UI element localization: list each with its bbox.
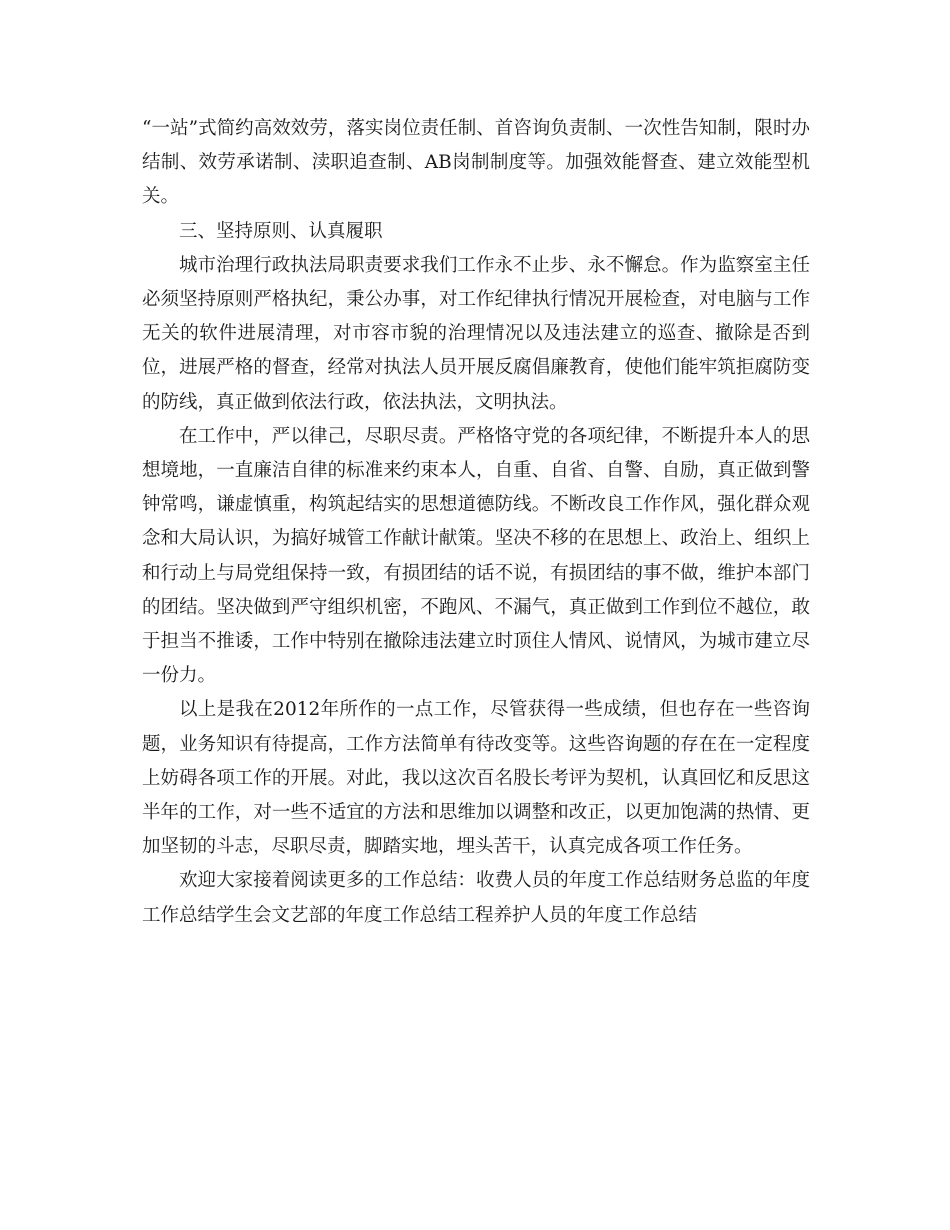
paragraph-self-discipline: 在工作中，严以律己，尽职尽责。严格恪守党的各项纪律，不断提升本人的思想境地，一直廉洁自律的标准来约束本人，自重、自省、自警、自励，真正做到警钟常鸣，谦虚慎重，构筑起结实的思想道德防线。不断改良工作作风，强化群众观念和大局认识，为搞好城管工作献计献策。坚决不移的在思想上、政治上、组织上和行动上与局党组保持一致，有损团结的话不说，有损团结的事不做，维护本部门的团结。坚决做到严守组织机密，不跑风、不漏气，真正做到工作到位不越位，敢于担当不推诿，工作中特别在撤除违法建立时顶住人情风、说情风，为城市建立尽一份力。	[142, 425, 810, 687]
document-body	[142, 112, 810, 933]
paragraph-more-reading: 欢迎大家接着阅读更多的工作总结：收费人员的年度工作总结财务总监的年度工作总结学生会文艺部的年度工作总结工程养护人员的年度工作总结	[142, 870, 810, 926]
paragraph-duties: 城市治理行政执法局职责要求我们工作永不止步、永不懈怠。作为监察室主任必须坚持原则严格执纪，秉公办事，对工作纪律执行情况开展检查，对电脑与工作无关的软件进展清理，对市容市貌的治理情况以及违法建立的巡查、撤除是否到位，进展严格的督查，经常对执法人员开展反腐倡廉教育，使他们能牢筑拒腐防变的防线，真正做到依法行政，依法执法，文明执法。	[142, 254, 810, 413]
section-heading-3: 三、坚持原则、认真履职	[179, 220, 383, 242]
paragraph-summary: 以上是我在2012年所作的一点工作，尽管获得一些成绩，但也存在一些咨询题，业务知识有待提高，工作方法简单有待改变等。这些咨询题的存在在一定程度上妨碍各项工作的开展。对此，我以这次百名股长考评为契机，认真回忆和反思这半年的工作，对一些不适宜的方法和思维加以调整和改正，以更加饱满的热情、更加坚韧的斗志，尽职尽责，脚踏实地，埋头苦干，认真完成各项工作任务。	[142, 699, 810, 858]
paragraph-continuation: “一站”式简约高效效劳，落实岗位责任制、首咨询负责制、一次性告知制，限时办结制、效劳承诺制、渎职追查制、AB岗制制度等。加强效能督查、建立效能型机关。	[142, 118, 810, 208]
